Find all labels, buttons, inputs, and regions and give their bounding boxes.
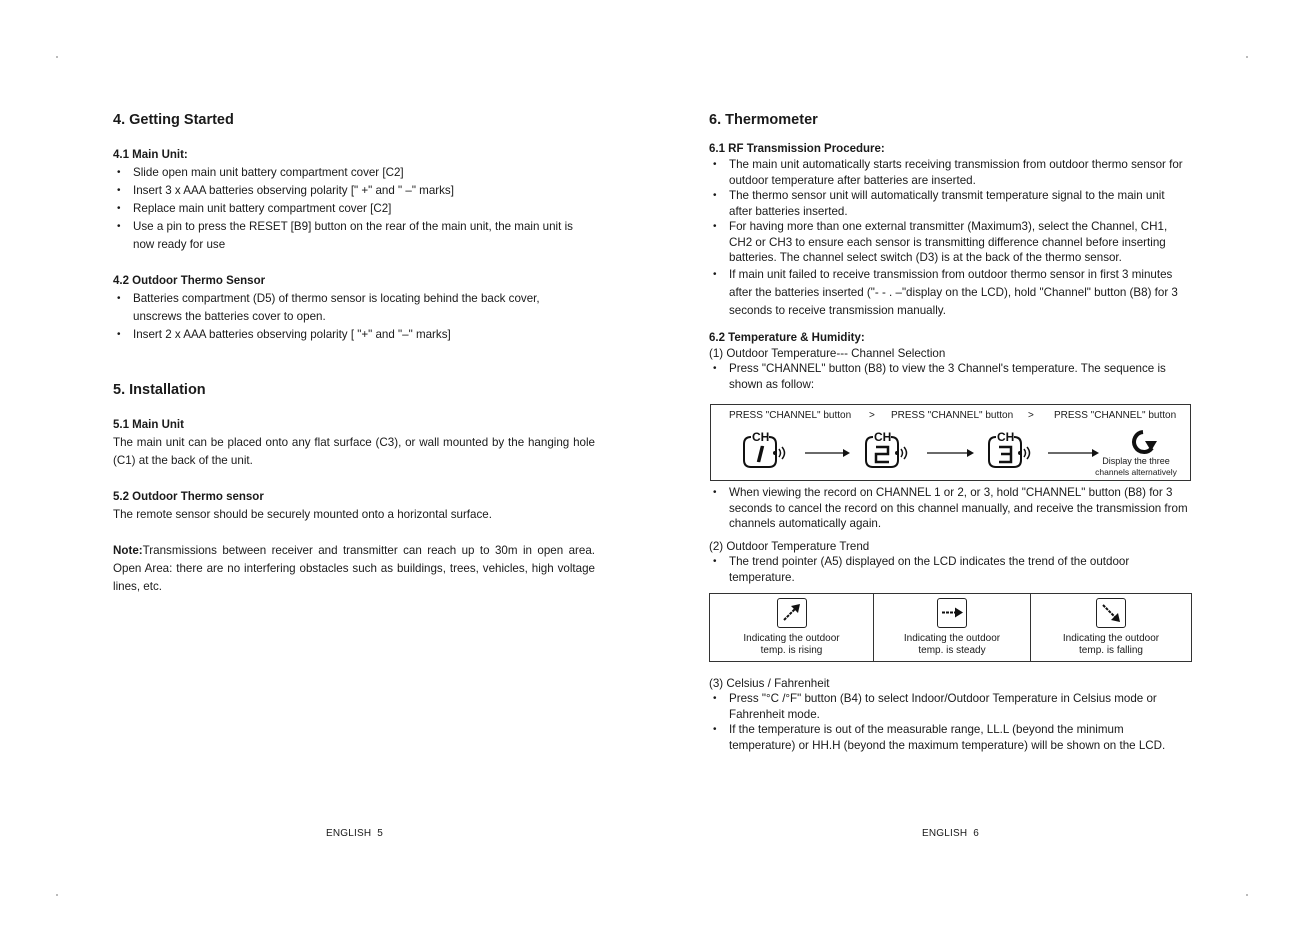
trend-table (709, 593, 1192, 662)
trend-falling: Indicating the outdoor temp. is falling (1031, 594, 1191, 661)
list-item: • Replace main unit battery compartment cover [C2] (113, 200, 595, 218)
step-separator: > (1028, 410, 1034, 421)
arrow-right-icon (937, 598, 967, 628)
section-5-title: 5. Installation (113, 382, 206, 398)
channel-2-icon (866, 430, 907, 467)
arrow-down-right-icon (1096, 598, 1126, 628)
section-6-2-title: 6.2 Temperature & Humidity: (709, 332, 865, 344)
list-item: • If the temperature is out of the measurable range, LL.L (beyond the minimum temperature) or HH.H (beyond the maximum temperature) will be shown on the LCD. (709, 722, 1191, 753)
arrow-right-icon (805, 449, 850, 457)
svg-text:CH: CH (752, 430, 770, 444)
cycle-caption: Display the three channels alternatively (1095, 456, 1177, 477)
note-paragraph (113, 542, 595, 596)
list-item: • When viewing the record on CHANNEL 1 or 2, or 3, hold "CHANNEL" button (B8) for 3 seconds to cancel the record on this channel manually, and receive the transmission from channels automatically again. (709, 485, 1191, 532)
section-4-1-title: 4.1 Main Unit: (113, 149, 188, 161)
list-item: • Slide open main unit battery compartment cover [C2] (113, 164, 595, 182)
list-item: • For having more than one external transmitter (Maximum3), select the Channel, CH1, CH2 or CH3 to ensure each sensor is transmitting difference channel before inserting batteries. The channel select switch (D3) is at the back of the thermo sensor. (709, 219, 1191, 266)
trend-rising: Indicating the outdoor temp. is rising (710, 594, 874, 661)
crop-mark (1246, 894, 1248, 896)
svg-text:CH: CH (874, 430, 892, 444)
crop-mark (1246, 56, 1248, 58)
part-1-list-after (709, 485, 1191, 532)
part-2-list (709, 554, 1179, 585)
section-4-1-list (113, 164, 595, 254)
section-6-1-list (709, 157, 1191, 320)
channel-sequence-diagram (710, 404, 1191, 481)
list-item: • Press "CHANNEL" button (B8) to view the 3 Channel's temperature. The sequence is shown as follow: (709, 361, 1191, 392)
list-item: • Use a pin to press the RESET [B9] button on the rear of the main unit, the main unit is now ready for use (113, 218, 595, 254)
crop-mark (56, 894, 58, 896)
part-3-list (709, 691, 1191, 753)
part-2-title: (2) Outdoor Temperature Trend (709, 540, 870, 553)
note-text: Transmissions between receiver and transmitter can reach up to 30m in open area. Open Area: there are no interfering obstacles such as buildings, trees, vehicles, high voltage lines, etc. (113, 544, 595, 593)
step-label: PRESS "CHANNEL" button (891, 410, 1014, 421)
arrow-up-right-icon (777, 598, 807, 628)
section-5-1-text: The main unit can be placed onto any flat surface (C3), or wall mounted by the hanging hole (C1) at the back of the unit. (113, 436, 595, 467)
note-label: Note: (113, 544, 143, 557)
section-6-1-title: 6.1 RF Transmission Procedure: (709, 143, 885, 155)
crop-mark (56, 56, 58, 58)
arrow-right-icon (927, 449, 974, 457)
section-5-1-title: 5.1 Main Unit (113, 419, 184, 431)
channel-1-icon (744, 430, 785, 467)
step-separator: > (869, 410, 875, 421)
section-4-2-list (113, 290, 563, 344)
section-5-2-text: The remote sensor should be securely mounted onto a horizontal surface. (113, 508, 492, 521)
cycle-icon (1134, 432, 1157, 452)
page-footer-left: ENGLISH 5 (326, 828, 384, 839)
part-3-title: (3) Celsius / Fahrenheit (709, 677, 830, 690)
section-4-title: 4. Getting Started (113, 112, 234, 128)
section-6-title: 6. Thermometer (709, 112, 818, 128)
list-item: • The main unit automatically starts receiving transmission from outdoor thermo sensor for outdoor temperature after batteries are inserted. (709, 157, 1191, 188)
step-label: PRESS "CHANNEL" button (729, 410, 852, 421)
step-label: PRESS "CHANNEL" button (1054, 410, 1177, 421)
section-4-2-title: 4.2 Outdoor Thermo Sensor (113, 275, 266, 287)
trend-steady: Indicating the outdoor temp. is steady (874, 594, 1031, 661)
page-footer-right: ENGLISH 6 (922, 828, 980, 839)
part-1-title: (1) Outdoor Temperature--- Channel Selection (709, 347, 946, 360)
section-5-2-title: 5.2 Outdoor Thermo sensor (113, 491, 264, 503)
part-1-list (709, 361, 1191, 392)
channel-3-icon (989, 430, 1030, 467)
list-item: • The thermo sensor unit will automatically transmit temperature signal to the main unit after batteries inserted. (709, 188, 1191, 219)
list-item: • Press "°C /°F" button (B4) to select Indoor/Outdoor Temperature in Celsius mode or Fahrenheit mode. (709, 691, 1191, 722)
list-item: • Batteries compartment (D5) of thermo sensor is locating behind the back cover, unscrews the batteries cover to open. (113, 290, 563, 326)
list-item: • Insert 3 x AAA batteries observing polarity [" +" and " –" marks] (113, 182, 595, 200)
list-item: • Insert 2 x AAA batteries observing polarity [ "+" and "–" marks] (113, 326, 563, 344)
list-item: • If main unit failed to receive transmission from outdoor thermo sensor in first 3 minutes after the batteries inserted ("- - . –"display on the LCD), hold "Channel" button (B8) for 3 seconds to receive transmission manually. (709, 266, 1191, 320)
list-item: • The trend pointer (A5) displayed on the LCD indicates the trend of the outdoor temperature. (709, 554, 1179, 585)
svg-text:CH: CH (997, 430, 1015, 444)
